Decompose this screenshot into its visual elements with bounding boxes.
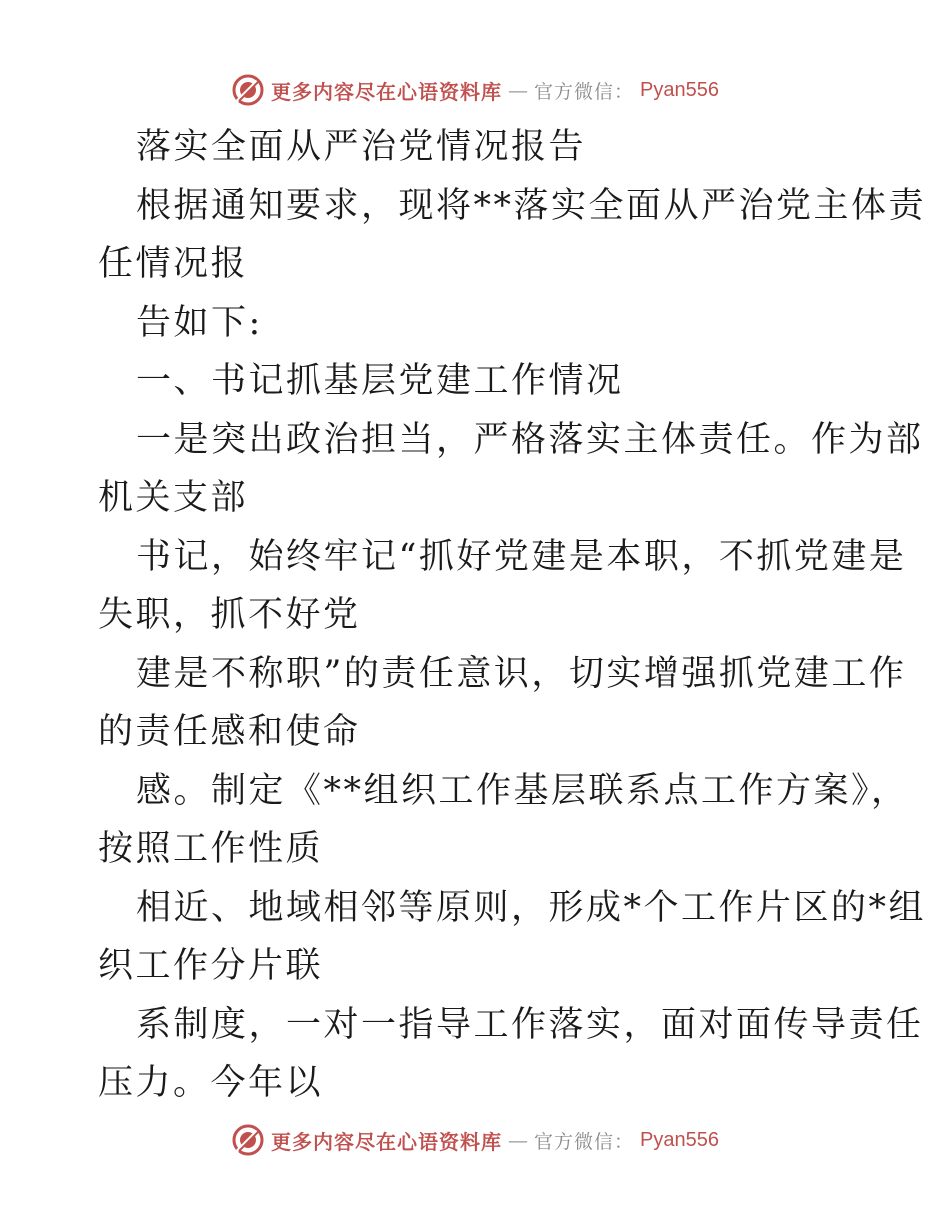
watermark-official-label: 官方微信： bbox=[534, 1130, 635, 1153]
paragraph-line: 系制度，一对一指导工作落实，面对面传导责任 bbox=[136, 1004, 924, 1045]
paragraph-line: 压力。今年以 bbox=[98, 1063, 324, 1103]
paragraph-line: 任情况报 bbox=[98, 244, 249, 284]
watermark-wechat-id: Pyan556 bbox=[640, 1128, 719, 1151]
paragraph-line: 感。制定《**组织工作基层联系点工作方案》， bbox=[136, 770, 909, 811]
watermark-separator: — bbox=[508, 78, 528, 102]
document-title: 落实全面从严治党情况报告 bbox=[136, 127, 587, 167]
watermark-brand-text: 更多内容尽在心语资料库 bbox=[271, 1129, 502, 1154]
header-watermark bbox=[0, 70, 950, 110]
paragraph-line: 相近、地域相邻等原则，形成*个工作片区的*组 bbox=[136, 887, 927, 928]
seal-logo-icon bbox=[231, 1123, 265, 1157]
seal-logo-icon bbox=[231, 73, 265, 107]
paragraph-line: 按照工作性质 bbox=[98, 829, 324, 869]
paragraph-line: 告如下: bbox=[136, 302, 263, 343]
paragraph-line: 建是不称职”的责任意识，切实增强抓党建工作 bbox=[136, 653, 907, 694]
section-heading: 一、书记抓基层党建工作情况 bbox=[136, 361, 624, 401]
watermark-brand-text: 更多内容尽在心语资料库 bbox=[271, 79, 502, 104]
paragraph-line: 机关支部 bbox=[98, 478, 249, 518]
watermark-wechat-id: Pyan556 bbox=[640, 78, 719, 101]
paragraph-line: 一是突出政治担当，严格落实主体责任。作为部 bbox=[136, 419, 924, 460]
watermark-separator: — bbox=[508, 1128, 528, 1152]
paragraph-line: 的责任感和使命 bbox=[98, 712, 361, 752]
paragraph-line: 书记，始终牢记“抓好党建是本职，不抓党建是 bbox=[136, 536, 907, 577]
document-body bbox=[98, 118, 927, 1113]
watermark-official-label: 官方微信： bbox=[534, 80, 635, 103]
paragraph-line: 失职，抓不好党 bbox=[98, 595, 361, 635]
footer-watermark bbox=[0, 1120, 950, 1160]
paragraph-line: 根据通知要求，现将**落实全面从严治党主体责 bbox=[136, 185, 927, 226]
paragraph-line: 织工作分片联 bbox=[98, 946, 324, 986]
